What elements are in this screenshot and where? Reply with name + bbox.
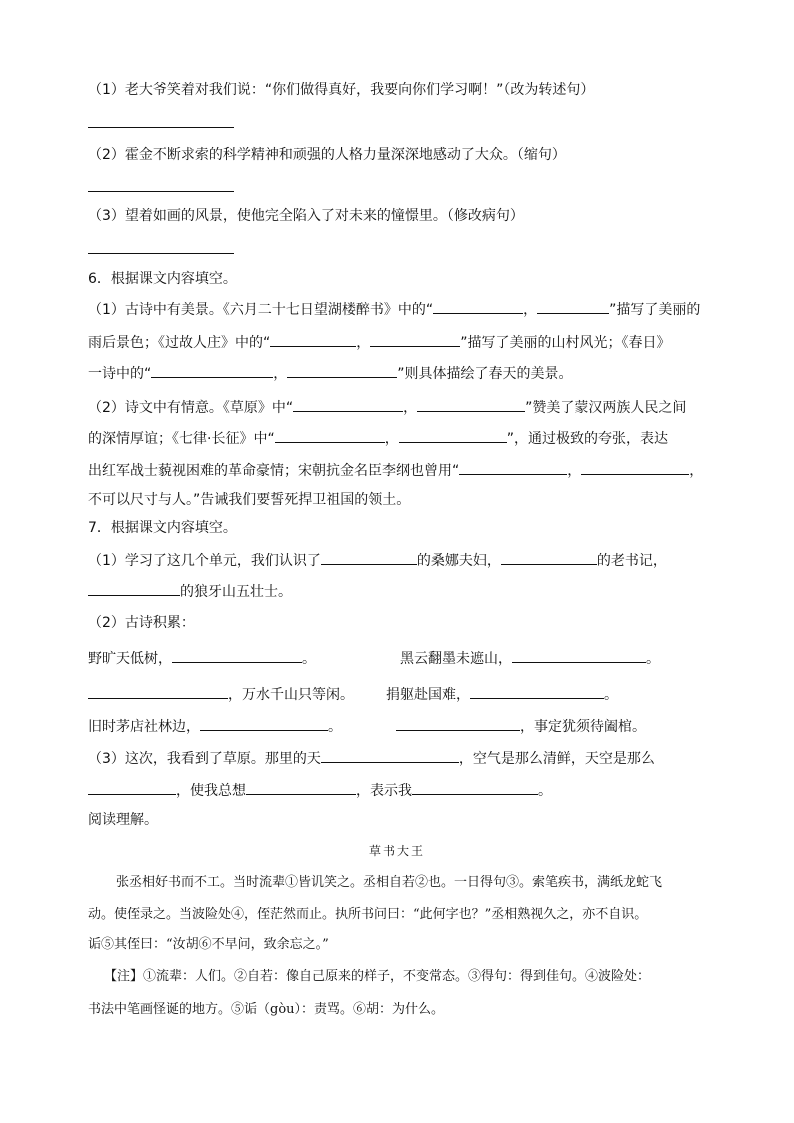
fill-blank[interactable] — [270, 332, 356, 347]
fill-blank[interactable] — [433, 299, 523, 314]
q6-text: ”描写了美丽的 — [609, 302, 701, 318]
fill-blank[interactable] — [172, 648, 302, 663]
q6-comma: ， — [523, 302, 538, 318]
fill-blank[interactable] — [512, 648, 646, 663]
q7-text: 的狼牙山五壮士。 — [180, 584, 292, 600]
poem-text: ，万水千山只等闲。 — [228, 687, 354, 703]
q6-text: ”描写了美丽的山村风光；《春日》 — [460, 335, 671, 351]
passage-line-1: 张丞相好书而不工。当时流辈①皆讥笑之。丞相自若②也。一日得句③。索笔疾书，满纸龙蛇飞 — [116, 875, 663, 890]
q6-line-3 — [88, 363, 573, 384]
q6-comma: ， — [567, 463, 582, 479]
poem-period: 。 — [302, 651, 316, 667]
q7-text: 。 — [538, 783, 552, 799]
passage-line-3: 诟⑤其侄曰：“汝胡⑥不早问，致余忘之。” — [88, 937, 329, 952]
passage-note-1: 【注】①流辈：人们。②自若：像自己原来的样子，不变常态。③得句：得到佳句。④波险处： — [104, 969, 651, 984]
q7-poem-heading: （2）古诗积累： — [88, 615, 195, 631]
poem-line-3 — [88, 684, 354, 705]
fill-blank[interactable] — [88, 780, 176, 795]
q6-comma: ， — [273, 366, 288, 382]
q7-line-1 — [88, 550, 667, 571]
q6-line-4 — [88, 397, 686, 418]
reading-heading: 阅读理解。 — [88, 812, 158, 828]
q7-heading: 7．根据课文内容填空。 — [88, 520, 237, 536]
poem-text: 旧时茅店社林边， — [88, 719, 200, 735]
fill-blank[interactable] — [275, 428, 385, 443]
poem-text: 捐躯赴国难， — [386, 687, 470, 703]
poem-line-2 — [400, 648, 660, 669]
poem-line-6 — [396, 716, 646, 737]
passage-title: 草书大王 — [368, 844, 425, 858]
fill-blank[interactable] — [321, 748, 459, 763]
fill-blank[interactable] — [287, 363, 397, 378]
q6-comma: ， — [356, 335, 371, 351]
q7-line-4 — [88, 780, 552, 801]
q6-text: （1）古诗中有美景。《六月二十七日望湖楼醉书》中的“ — [88, 302, 434, 318]
fill-blank[interactable] — [470, 684, 604, 699]
fill-blank[interactable] — [459, 460, 567, 475]
poem-line-5 — [88, 716, 342, 737]
q7-text: （1）学习了这几个单元，我们认识了 — [88, 553, 321, 569]
passage-note-2: 书法中笔画怪诞的地方。⑤诟（gòu）：责骂。⑥胡：为什么。 — [88, 1002, 445, 1017]
poem-line-4 — [386, 684, 618, 705]
q7-text: ，表示我 — [356, 783, 412, 799]
fill-blank[interactable] — [246, 780, 356, 795]
q7-text: 的老书记， — [596, 553, 667, 569]
q5-item-1: （1）老大爷笑着对我们说：“你们做得真好，我要向你们学习啊！”（改为转述句） — [88, 82, 595, 98]
q6-comma: ， — [689, 463, 704, 479]
fill-blank[interactable] — [88, 581, 180, 596]
fill-blank[interactable] — [321, 550, 417, 565]
q6-text: ”则具体描绘了春天的美景。 — [397, 366, 573, 382]
q6-line-5 — [88, 428, 668, 449]
q6-comma: ， — [384, 431, 399, 447]
passage-line-2: 动。使侄录之。当波险处④，侄茫然而止。执所书问曰：“此何字也？”丞相熟视久之，亦不自识。 — [88, 907, 648, 922]
answer-blank-q5-2[interactable] — [88, 191, 234, 192]
q7-text: （3）这次，我看到了草原。那里的天 — [88, 751, 321, 767]
fill-blank[interactable] — [200, 716, 328, 731]
q6-line-7: 不可以尺寸与人。”告诫我们要誓死捍卫祖国的领土。 — [88, 492, 411, 508]
q6-heading: 6．根据课文内容填空。 — [88, 271, 237, 287]
q5-item-2: （2）霍金不断求索的科学精神和顽强的人格力量深深地感动了大众。（缩句） — [88, 147, 566, 163]
q6-text: （2）诗文中有情意。《草原》中“ — [88, 400, 294, 416]
fill-blank[interactable] — [581, 460, 689, 475]
answer-blank-q5-3[interactable] — [88, 253, 234, 254]
q6-line-1 — [88, 299, 700, 320]
fill-blank[interactable] — [399, 428, 507, 443]
fill-blank[interactable] — [396, 716, 520, 731]
q7-text: ，空气是那么清鲜，天空是那么 — [458, 751, 655, 767]
q6-text: 的深情厚谊；《七律·长征》中“ — [88, 431, 275, 447]
q6-text: 雨后景色；《过故人庄》中的“ — [88, 335, 271, 351]
fill-blank[interactable] — [293, 397, 403, 412]
fill-blank[interactable] — [501, 550, 597, 565]
q7-text: ，使我总想 — [176, 783, 246, 799]
fill-blank[interactable] — [151, 363, 273, 378]
answer-blank-q5-1[interactable] — [88, 127, 234, 128]
q5-item-3: （3）望着如画的风景，使他完全陷入了对未来的憧憬里。（修改病句） — [88, 208, 524, 224]
q6-comma: ， — [403, 400, 418, 416]
poem-period: 。 — [328, 719, 342, 735]
q6-text: ”赞美了蒙汉两族人民之间 — [525, 400, 687, 416]
q6-line-2 — [88, 332, 671, 353]
poem-period: 。 — [646, 651, 660, 667]
q7-line-3 — [88, 748, 655, 769]
q6-text: ”，通过极致的夸张，表达 — [506, 431, 668, 447]
poem-text: 野旷天低树， — [88, 651, 172, 667]
q7-line-2 — [88, 581, 292, 602]
poem-line-1 — [88, 648, 316, 669]
fill-blank[interactable] — [370, 332, 460, 347]
poem-text: 黑云翻墨未遮山， — [400, 651, 512, 667]
q6-text: 出红军战士藐视困难的革命豪情；宋朝抗金名臣李纲也曾用“ — [88, 463, 460, 479]
fill-blank[interactable] — [417, 397, 525, 412]
poem-period: 。 — [604, 687, 618, 703]
fill-blank[interactable] — [88, 684, 228, 699]
q6-line-6 — [88, 460, 703, 481]
fill-blank[interactable] — [537, 299, 609, 314]
q7-text: 的桑娜夫妇， — [416, 553, 501, 569]
q6-text: 一诗中的“ — [88, 366, 152, 382]
fill-blank[interactable] — [412, 780, 538, 795]
poem-text: ，事定犹须待阖棺。 — [520, 719, 646, 735]
